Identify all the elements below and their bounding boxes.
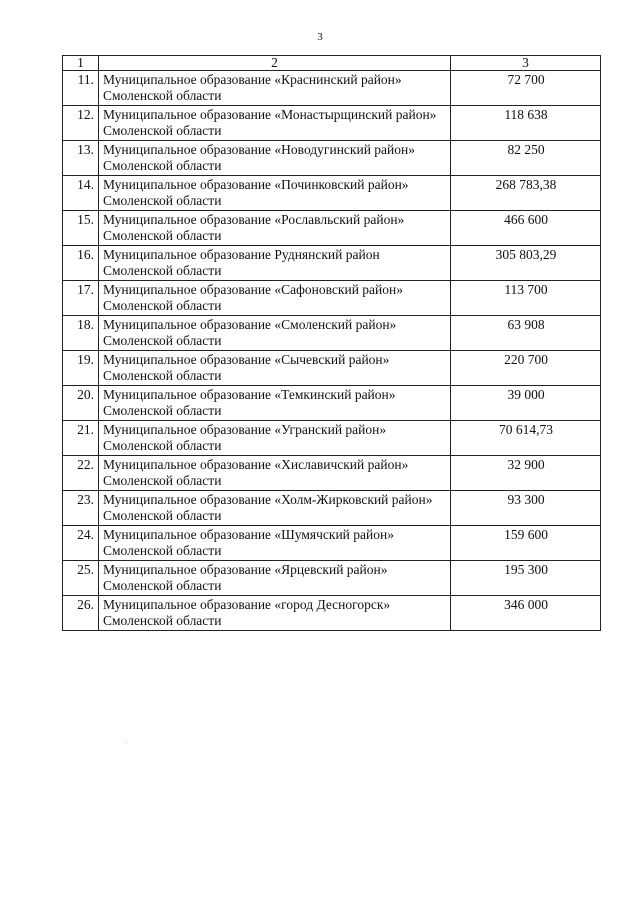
amount: 220 700 bbox=[451, 351, 601, 386]
table-row bbox=[63, 211, 601, 246]
table-row bbox=[63, 141, 601, 176]
table-row bbox=[63, 526, 601, 561]
table-row bbox=[63, 421, 601, 456]
municipality-name: Муниципальное образование «Починковский район» Смоленской области bbox=[99, 176, 451, 211]
municipality-name: Муниципальное образование «Угранский район» Смоленской области bbox=[99, 421, 451, 456]
row-number: 12. bbox=[63, 106, 99, 141]
table-row bbox=[63, 106, 601, 141]
municipality-name: Муниципальное образование «Ярцевский район» Смоленской области bbox=[99, 561, 451, 596]
table-row bbox=[63, 596, 601, 631]
municipality-name: Муниципальное образование «Сафоновский район» Смоленской области bbox=[99, 281, 451, 316]
municipality-name: Муниципальное образование «Краснинский район» Смоленской области bbox=[99, 71, 451, 106]
row-number: 20. bbox=[63, 386, 99, 421]
municipality-name: Муниципальное образование Руднянский район Смоленской области bbox=[99, 246, 451, 281]
amount: 466 600 bbox=[451, 211, 601, 246]
municipality-name: Муниципальное образование «Смоленский район» Смоленской области bbox=[99, 316, 451, 351]
amount: 72 700 bbox=[451, 71, 601, 106]
allocation-table bbox=[62, 55, 601, 631]
amount: 118 638 bbox=[451, 106, 601, 141]
municipality-name: Муниципальное образование «Рославльский район» Смоленской области bbox=[99, 211, 451, 246]
municipality-name: Муниципальное образование «Холм-Жирковский район» Смоленской области bbox=[99, 491, 451, 526]
table-row bbox=[63, 386, 601, 421]
municipality-name: Муниципальное образование «Темкинский район» Смоленской области bbox=[99, 386, 451, 421]
municipality-name: Муниципальное образование «Сычевский район» Смоленской области bbox=[99, 351, 451, 386]
amount: 346 000 bbox=[451, 596, 601, 631]
table-row bbox=[63, 351, 601, 386]
table-row bbox=[63, 176, 601, 211]
municipality-name: Муниципальное образование «Новодугинский район» Смоленской области bbox=[99, 141, 451, 176]
row-number: 23. bbox=[63, 491, 99, 526]
amount: 113 700 bbox=[451, 281, 601, 316]
row-number: 26. bbox=[63, 596, 99, 631]
table-row bbox=[63, 456, 601, 491]
amount: 268 783,38 bbox=[451, 176, 601, 211]
municipality-name: Муниципальное образование «город Десногорск» Смоленской области bbox=[99, 596, 451, 631]
row-number: 21. bbox=[63, 421, 99, 456]
municipality-name: Муниципальное образование «Шумячский район» Смоленской области bbox=[99, 526, 451, 561]
header-col-3: 3 bbox=[451, 56, 601, 71]
table-body bbox=[63, 71, 601, 631]
table-row bbox=[63, 491, 601, 526]
amount: 93 300 bbox=[451, 491, 601, 526]
table-row bbox=[63, 561, 601, 596]
amount: 32 900 bbox=[451, 456, 601, 491]
amount: 70 614,73 bbox=[451, 421, 601, 456]
amount: 195 300 bbox=[451, 561, 601, 596]
scan-speck bbox=[126, 742, 127, 743]
amount: 159 600 bbox=[451, 526, 601, 561]
row-number: 18. bbox=[63, 316, 99, 351]
row-number: 13. bbox=[63, 141, 99, 176]
table-row bbox=[63, 281, 601, 316]
row-number: 11. bbox=[63, 71, 99, 106]
row-number: 22. bbox=[63, 456, 99, 491]
amount: 63 908 bbox=[451, 316, 601, 351]
amount: 39 000 bbox=[451, 386, 601, 421]
header-col-2: 2 bbox=[99, 56, 451, 71]
table-row bbox=[63, 71, 601, 106]
municipality-name: Муниципальное образование «Хиславичский район» Смоленской области bbox=[99, 456, 451, 491]
amount: 82 250 bbox=[451, 141, 601, 176]
row-number: 19. bbox=[63, 351, 99, 386]
row-number: 25. bbox=[63, 561, 99, 596]
page-number: 3 bbox=[317, 31, 323, 43]
table-row bbox=[63, 316, 601, 351]
row-number: 15. bbox=[63, 211, 99, 246]
table-header bbox=[63, 56, 601, 71]
header-col-1: 1 bbox=[63, 56, 99, 71]
row-number: 16. bbox=[63, 246, 99, 281]
row-number: 14. bbox=[63, 176, 99, 211]
amount: 305 803,29 bbox=[451, 246, 601, 281]
municipality-name: Муниципальное образование «Монастырщинский район» Смоленской области bbox=[99, 106, 451, 141]
header-row bbox=[63, 56, 601, 71]
row-number: 17. bbox=[63, 281, 99, 316]
table-row bbox=[63, 246, 601, 281]
row-number: 24. bbox=[63, 526, 99, 561]
